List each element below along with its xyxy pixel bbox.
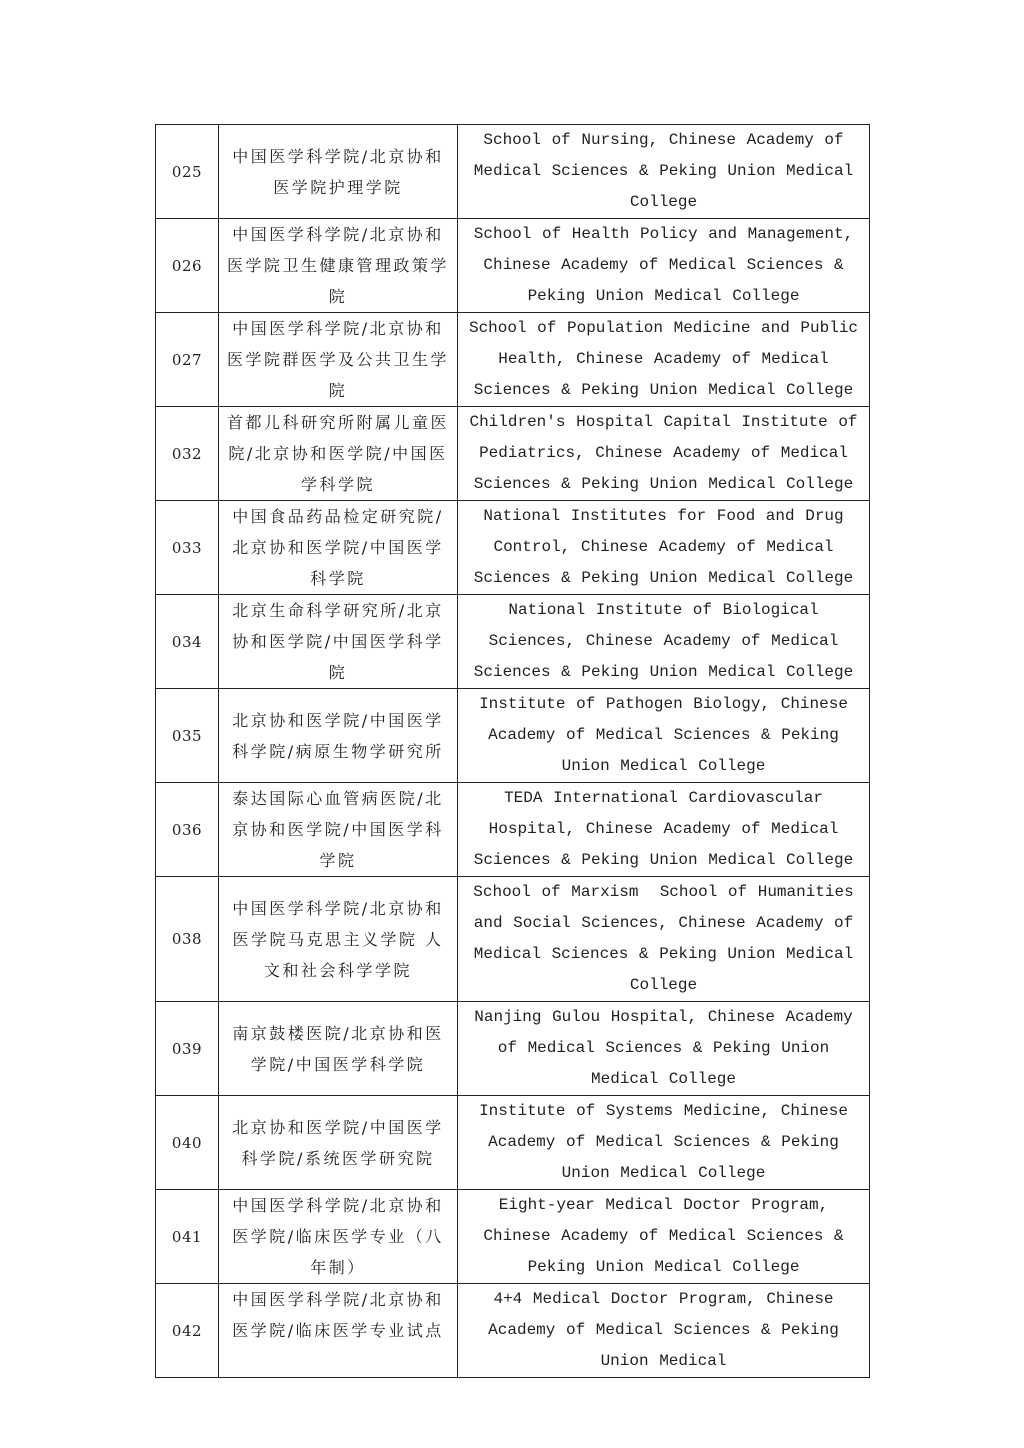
institution-code: 039 (156, 1002, 219, 1096)
table-row (156, 595, 870, 689)
english-name: School of Health Policy and Management, Chinese Academy of Medical Sciences & Peking Union Medical College (458, 219, 870, 313)
english-name: Nanjing Gulou Hospital, Chinese Academy of Medical Sciences & Peking Union Medical College (458, 1002, 870, 1096)
institution-code: 042 (156, 1284, 219, 1378)
table-row (156, 501, 870, 595)
english-name: National Institutes for Food and Drug Control, Chinese Academy of Medical Sciences & Peking Union Medical College (458, 501, 870, 595)
chinese-name: 北京协和医学院/中国医学科学院/病原生物学研究所 (219, 689, 458, 783)
english-name: Institute of Pathogen Biology, Chinese Academy of Medical Sciences & Peking Union Medical College (458, 689, 870, 783)
chinese-name: 中国医学科学院/北京协和医学院卫生健康管理政策学院 (219, 219, 458, 313)
institution-code-table (155, 124, 870, 1378)
chinese-name: 中国食品药品检定研究院/北京协和医学院/中国医学科学院 (219, 501, 458, 595)
table-row (156, 125, 870, 219)
institution-code: 032 (156, 407, 219, 501)
chinese-name: 中国医学科学院/北京协和医学院群医学及公共卫生学院 (219, 313, 458, 407)
english-name: Children's Hospital Capital Institute of Pediatrics, Chinese Academy of Medical Sciences & Peking Union Medical College (458, 407, 870, 501)
english-name: Institute of Systems Medicine, Chinese Academy of Medical Sciences & Peking Union Medical College (458, 1096, 870, 1190)
table-row (156, 689, 870, 783)
chinese-name: 泰达国际心血管病医院/北京协和医学院/中国医学科学院 (219, 783, 458, 877)
chinese-name: 中国医学科学院/北京协和医学院马克思主义学院 人文和社会科学学院 (219, 877, 458, 1002)
institution-code: 041 (156, 1190, 219, 1284)
table-row (156, 313, 870, 407)
english-name: TEDA International Cardiovascular Hospital, Chinese Academy of Medical Sciences & Peking Union Medical College (458, 783, 870, 877)
english-name: School of Nursing, Chinese Academy of Medical Sciences & Peking Union Medical College (458, 125, 870, 219)
institution-code: 027 (156, 313, 219, 407)
chinese-name: 中国医学科学院/北京协和医学院/临床医学专业（八年制） (219, 1190, 458, 1284)
institution-code: 026 (156, 219, 219, 313)
english-name: Eight-year Medical Doctor Program, Chinese Academy of Medical Sciences & Peking Union Medical College (458, 1190, 870, 1284)
table-row (156, 1190, 870, 1284)
chinese-name: 首都儿科研究所附属儿童医院/北京协和医学院/中国医学科学院 (219, 407, 458, 501)
institution-code: 036 (156, 783, 219, 877)
table-body (156, 125, 870, 1378)
chinese-name: 北京生命科学研究所/北京协和医学院/中国医学科学院 (219, 595, 458, 689)
table-row (156, 1284, 870, 1378)
chinese-name: 南京鼓楼医院/北京协和医学院/中国医学科学院 (219, 1002, 458, 1096)
chinese-name: 北京协和医学院/中国医学科学院/系统医学研究院 (219, 1096, 458, 1190)
table-row (156, 219, 870, 313)
table-row (156, 407, 870, 501)
institution-table-container (155, 124, 869, 1378)
english-name: School of Population Medicine and Public Health, Chinese Academy of Medical Sciences & Peking Union Medical College (458, 313, 870, 407)
institution-code: 034 (156, 595, 219, 689)
table-row (156, 1096, 870, 1190)
institution-code: 038 (156, 877, 219, 1002)
institution-code: 025 (156, 125, 219, 219)
institution-code: 035 (156, 689, 219, 783)
chinese-name: 中国医学科学院/北京协和医学院护理学院 (219, 125, 458, 219)
chinese-name: 中国医学科学院/北京协和医学院/临床医学专业试点 (219, 1284, 458, 1378)
institution-code: 033 (156, 501, 219, 595)
english-name: 4+4 Medical Doctor Program, Chinese Academy of Medical Sciences & Peking Union Medical (458, 1284, 870, 1378)
english-name: National Institute of Biological Sciences, Chinese Academy of Medical Sciences & Peking Union Medical College (458, 595, 870, 689)
english-name: School of Marxism School of Humanities and Social Sciences, Chinese Academy of Medical Sciences & Peking Union Medical College (458, 877, 870, 1002)
institution-code: 040 (156, 1096, 219, 1190)
table-row (156, 877, 870, 1002)
table-row (156, 1002, 870, 1096)
table-row (156, 783, 870, 877)
